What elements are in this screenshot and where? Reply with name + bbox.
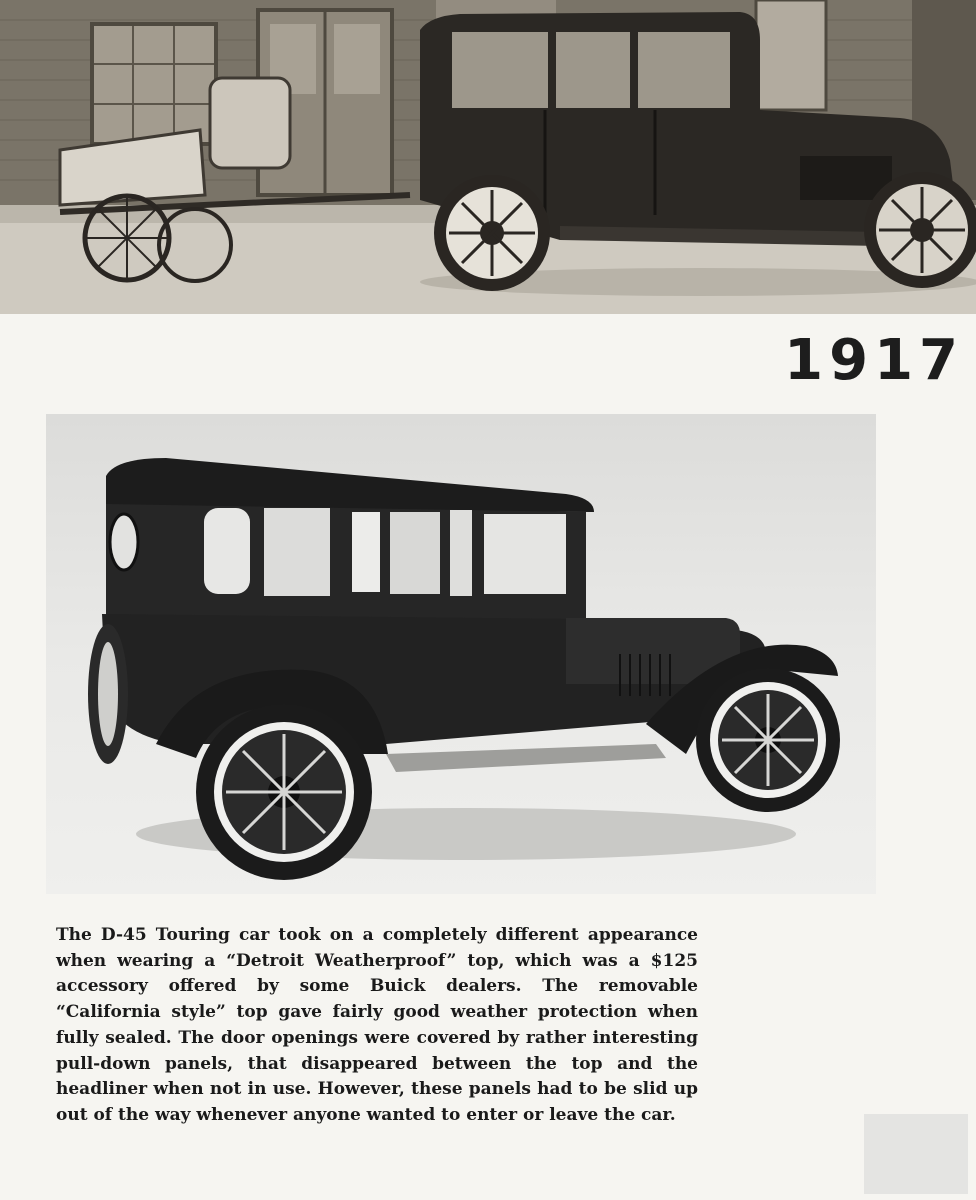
photo-d45-touring-car-drawing xyxy=(46,414,876,894)
corner-patch xyxy=(864,1114,968,1194)
photo-d45-touring-car xyxy=(46,414,876,894)
photo-car-with-trailer xyxy=(0,0,976,314)
photo-car-with-trailer-drawing xyxy=(0,0,976,314)
photo-caption: The D-45 Touring car took on a completely different appearance when wearing a “Detroit Weatherproof” top, which was a $125 accessory offered by some Buick dealers. The removable “California style” top gave fairly good weather protection when fully sealed. The door openings were covered by rather interesting pull-down panels, that disappeared between the top and the headliner when not in use. However, these panels had to be slid up out of the way whenever anyone wanted to enter or leave the car. xyxy=(56,925,698,1125)
year-heading: 1917 xyxy=(784,328,964,393)
